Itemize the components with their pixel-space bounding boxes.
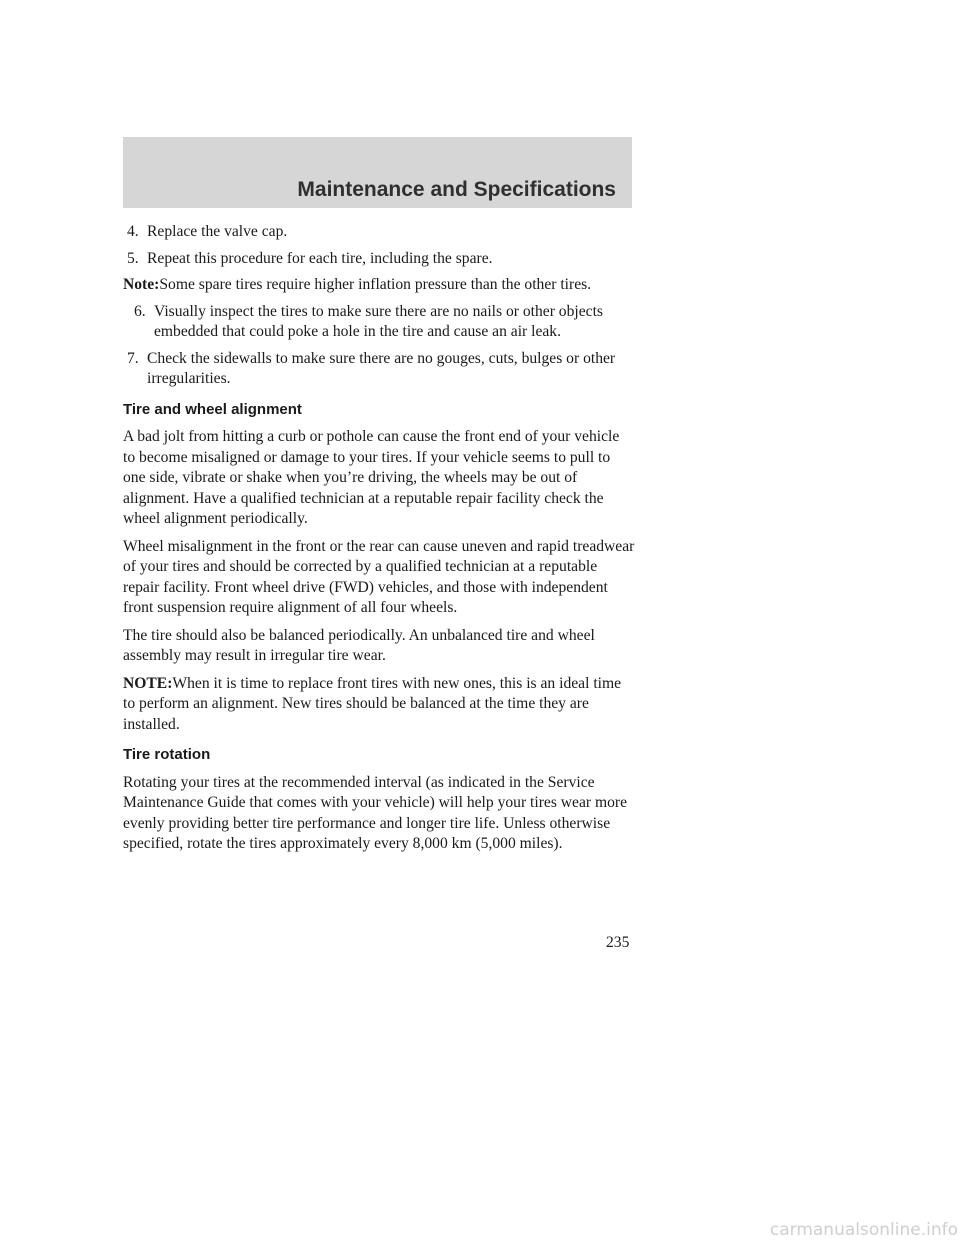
- step-text: Visually inspect the tires to make sure there are no nails or other objects embedded that could poke a hole in the tire and cause an air leak.: [154, 302, 603, 340]
- note-text: Some spare tires require higher inflation pressure than the other tires.: [159, 276, 592, 293]
- alignment-paragraph-2: Wheel misalignment in the front or the rear can cause uneven and rapid treadwear of your tires and should be corrected by a qualified technician at a reputable repair facility. Front wheel drive (FWD) vehicles, and those with independent front suspension require alignment of all four wheels.: [123, 537, 635, 616]
- note-text: When it is time to replace front tires with new ones, this is an ideal time to perform an alignment. New tires should be balanced at the time they are installed.: [123, 674, 622, 733]
- subheading-rotation: Tire rotation: [123, 746, 211, 763]
- step-text: Check the sidewalls to make sure there are no gouges, cuts, bulges or other irregularities.: [147, 349, 616, 387]
- step-item: [123, 349, 635, 390]
- alignment-note: [123, 674, 635, 736]
- step-number: 6.: [134, 302, 146, 320]
- section-header-band: [123, 137, 632, 208]
- alignment-paragraph-1: A bad jolt from hitting a curb or pothole can cause the front end of your vehicle to become misaligned or damage to your tires. If your vehicle seems to pull to one side, vibrate or shake when you’re driving, the wheels may be out of alignment. Have a qualified technician at a reputable repair facility check the wheel alignment periodically.: [123, 428, 620, 527]
- page-content: [123, 222, 635, 862]
- rotation-paragraph: Rotating your tires at the recommended interval (as indicated in the Service Maintenance Guide that comes with your vehicle) will help your tires wear more evenly providing better tire performance and longer tire life. Unless otherwise specified, rotate the tires approximately every 8,000 km (5,000 miles).: [123, 773, 628, 852]
- watermark: carmanualsonline.info: [769, 1220, 958, 1240]
- step-number: 7.: [127, 349, 139, 367]
- alignment-paragraph-3: The tire should also be balanced periodically. An unbalanced tire and wheel assembly may result in irregular tire wear.: [123, 626, 595, 664]
- section-title: Maintenance and Specifications: [297, 178, 616, 201]
- step-item: [123, 249, 635, 270]
- step-text: Replace the valve cap.: [147, 223, 288, 240]
- note-paragraph: [123, 275, 635, 296]
- step-text: Repeat this procedure for each tire, including the spare.: [147, 249, 493, 267]
- step-number: 4.: [127, 223, 139, 240]
- note-label: Note:: [123, 276, 160, 293]
- step-number: 5.: [127, 249, 139, 267]
- step-item: [123, 222, 635, 243]
- subheading-alignment: Tire and wheel alignment: [123, 400, 302, 418]
- step-item: [123, 302, 635, 343]
- page-number: 235: [606, 934, 630, 951]
- note-label: NOTE:: [123, 674, 173, 692]
